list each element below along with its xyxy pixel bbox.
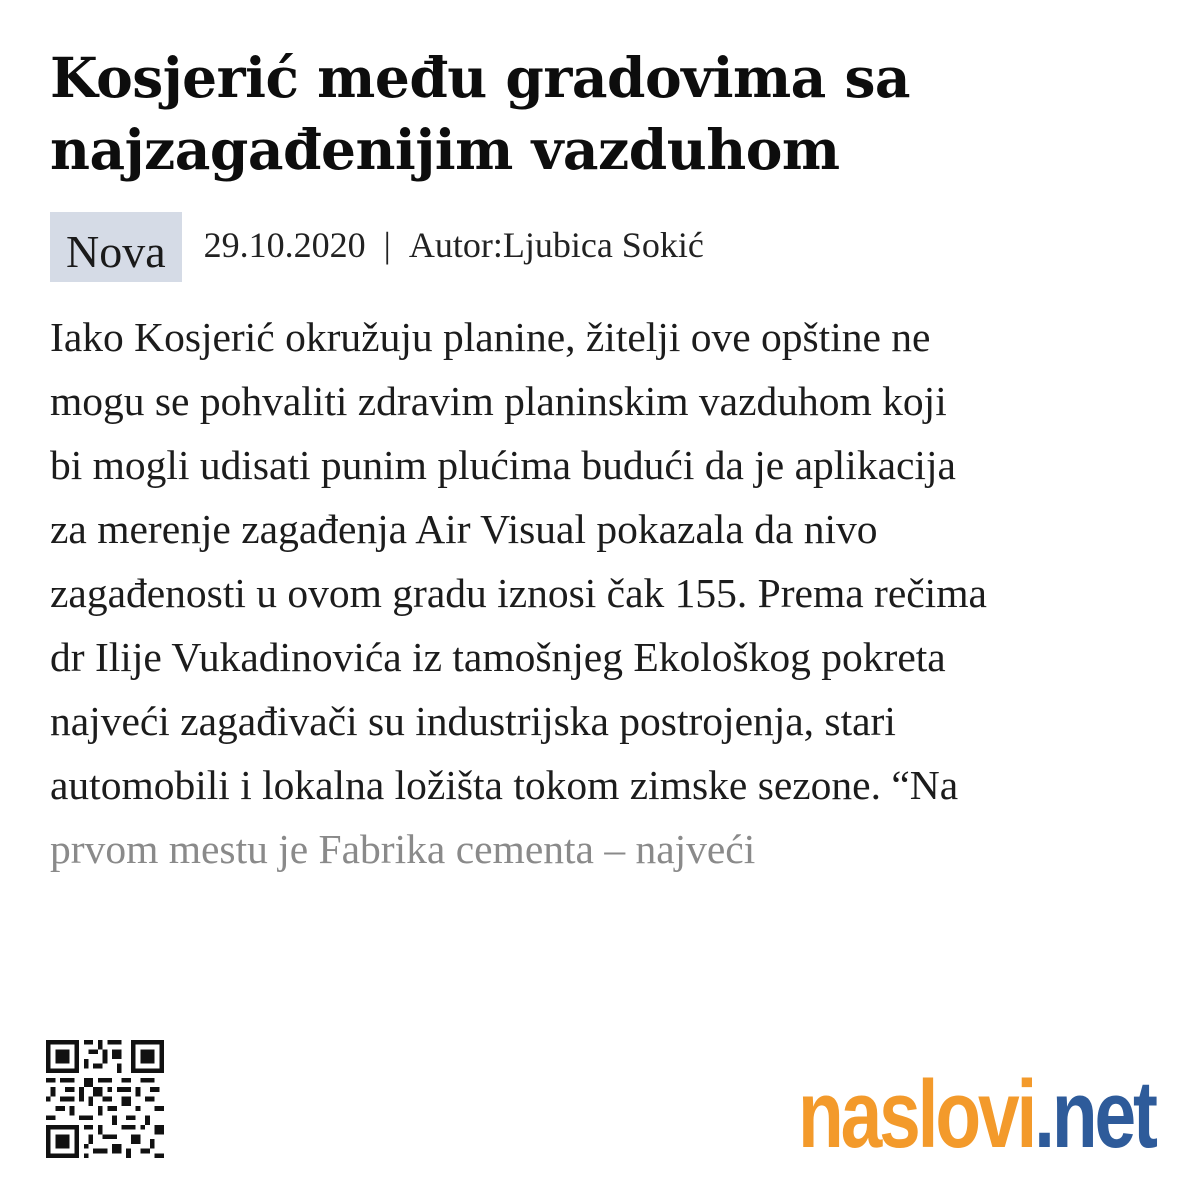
meta-info bbox=[204, 224, 704, 266]
article-title-line-1: Kosjerić među gradovima sa bbox=[50, 45, 911, 110]
article-meta bbox=[50, 212, 704, 282]
article-title bbox=[50, 42, 1160, 186]
body-line: zagađenosti u ovom gradu iznosi čak 155. Prema rečima bbox=[50, 570, 987, 616]
author-name: Autor:Ljubica Sokić bbox=[408, 225, 704, 265]
body-line: mogu se pohvaliti zdravim planinskim vazduhom koji bbox=[50, 378, 947, 424]
article-body bbox=[50, 305, 1170, 881]
body-line: dr Ilije Vukadinovića iz tamošnjeg Ekološkog pokreta bbox=[50, 634, 946, 680]
body-line: bi mogli udisati punim plućima budući da je aplikacija bbox=[50, 442, 956, 488]
logo-text-domain: .net bbox=[1034, 1061, 1155, 1168]
qr-code-icon[interactable] bbox=[46, 1040, 164, 1158]
body-line: automobili i lokalna ložišta tokom zimske sezone. “Na bbox=[50, 762, 959, 808]
meta-separator: | bbox=[383, 225, 391, 265]
publish-date: 29.10.2020 bbox=[203, 225, 366, 265]
article-title-line-2: najzagađenijim vazduhom bbox=[50, 117, 840, 182]
category-badge[interactable]: Nova bbox=[50, 212, 182, 282]
body-line: najveći zagađivači su industrijska postrojenja, stari bbox=[50, 698, 896, 744]
body-line-faded: prvom mestu je Fabrika cementa – najveći bbox=[50, 826, 756, 872]
site-logo[interactable] bbox=[798, 1061, 1155, 1168]
logo-text-primary: naslovi bbox=[798, 1061, 1035, 1168]
body-line: Iako Kosjerić okružuju planine, žitelji ove opštine ne bbox=[50, 314, 931, 360]
body-line: za merenje zagađenja Air Visual pokazala da nivo bbox=[50, 506, 878, 552]
